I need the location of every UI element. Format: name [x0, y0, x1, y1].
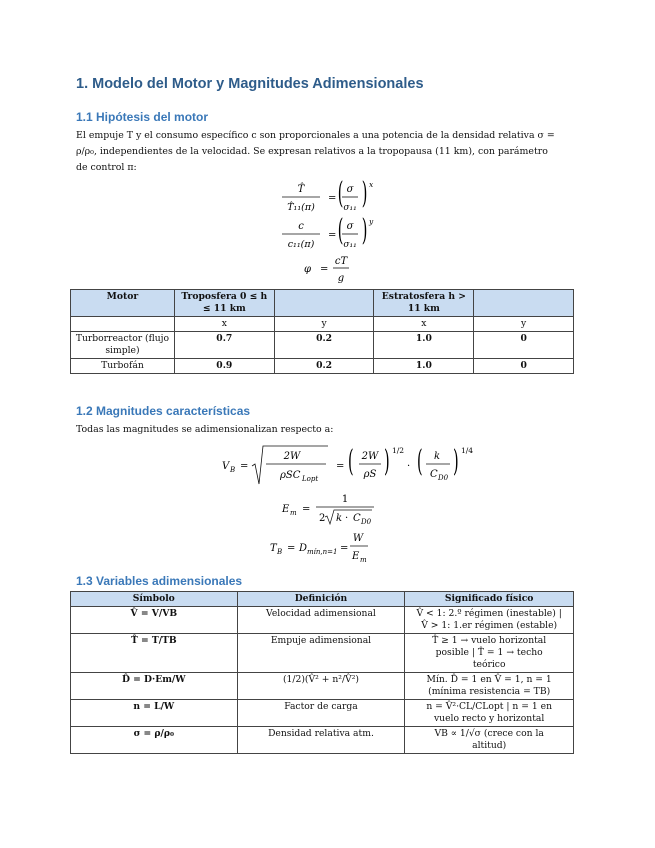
definition-cell: Factor de carga [237, 700, 405, 727]
svg-text:cT: cT [334, 256, 348, 267]
table-row [71, 727, 574, 754]
definition-cell: Velocidad adimensional [237, 607, 405, 634]
header-cell [274, 290, 374, 317]
engine-name-cell: Turbofán [71, 359, 175, 374]
svg-text:=: = [240, 461, 249, 472]
svg-text:φ: φ [303, 264, 311, 275]
meaning-line: V̂ < 1: 2.º régimen (inestable) | [416, 608, 562, 619]
meaning-line: teórico [472, 659, 506, 670]
svg-text:=: = [328, 230, 337, 241]
svg-text:T̂: T̂ [297, 184, 305, 195]
value-cell: 0.2 [274, 332, 374, 359]
value-cell: 0 [474, 332, 574, 359]
value-cell: 0.2 [274, 359, 374, 374]
value-cell: 0.9 [174, 359, 274, 374]
svg-text:(: ( [417, 442, 423, 479]
svg-text:=: = [320, 264, 329, 275]
consumption-equation [282, 212, 374, 250]
meaning-cell [405, 700, 574, 727]
svg-text:D: D [299, 543, 308, 554]
svg-text:σ₁₁: σ₁₁ [343, 203, 357, 213]
svg-text:·: · [407, 461, 411, 472]
paragraph-line: El empuje T y el consumo específico c son proporcionales a una potencia de la densidad relativa σ = [76, 130, 555, 141]
meaning-cell [405, 673, 574, 700]
thrust-consumption-equations [0, 178, 655, 288]
svg-text:=: = [302, 504, 311, 515]
svg-text:1/4: 1/4 [461, 446, 474, 455]
definition-cell: (1/2)(V̂² + n²/V̂²) [237, 673, 405, 700]
svg-text:(: ( [348, 442, 354, 479]
svg-text:2W: 2W [361, 451, 379, 462]
svg-text:C: C [353, 513, 361, 524]
svg-text:=: = [340, 543, 349, 554]
svg-text:(: ( [337, 178, 344, 211]
svg-text:ρS: ρS [363, 469, 377, 480]
paragraph-line: ρ/ρ₀, independientes de la velocidad. Se expresan relativos a la tropopausa (11 km), con parámetro [76, 146, 548, 157]
value-cell: 1.0 [374, 359, 474, 374]
svg-text:Lopt: Lopt [302, 475, 319, 483]
svg-text:σ: σ [346, 184, 354, 195]
paragraph-line: de control π: [76, 162, 137, 173]
header-cell: Motor [71, 290, 175, 317]
svg-text:): ) [384, 442, 390, 479]
svg-text:C: C [430, 469, 438, 480]
subheader-cell: y [274, 317, 374, 332]
engine-exponent-table [70, 289, 574, 374]
meaning-line: (mínima resistencia = TB) [428, 686, 551, 697]
phi-equation [304, 256, 349, 284]
normalization-paragraph: Todas las magnitudes se adimensionalizan respecto a: [76, 424, 334, 435]
definition-cell: Densidad relativa atm. [237, 727, 405, 754]
dimensionless-variables-table [70, 591, 574, 754]
svg-text:B: B [277, 548, 283, 556]
subheader-cell: x [374, 317, 474, 332]
value-cell: 0 [474, 359, 574, 374]
value-cell: 1.0 [374, 332, 474, 359]
meaning-line: altitud) [472, 740, 507, 751]
svg-text:): ) [453, 442, 459, 479]
table-row [71, 607, 574, 634]
subheader-cell: x [174, 317, 274, 332]
meaning-cell [405, 607, 574, 634]
svg-text:ρSC: ρSC [280, 470, 301, 481]
svg-text:c: c [298, 221, 304, 232]
header-cell [474, 290, 574, 317]
svg-text:B: B [230, 466, 236, 474]
table-row [71, 332, 574, 359]
svg-text:x: x [369, 180, 374, 189]
svg-text:): ) [361, 178, 368, 211]
svg-text:=: = [328, 193, 337, 204]
svg-text:D0: D0 [438, 474, 449, 482]
symbol-cell: σ = ρ/ρ₀ [71, 727, 238, 754]
svg-text:=: = [336, 461, 345, 472]
thrust-equation [282, 178, 374, 213]
svg-text:=: = [287, 543, 296, 554]
tb-equation [270, 533, 368, 564]
meaning-line: V̂ > 1: 1.er régimen (estable) [421, 620, 558, 631]
svg-text:D0: D0 [361, 518, 372, 526]
svg-text:mín,n=1: mín,n=1 [307, 548, 338, 556]
svg-text:E: E [282, 504, 290, 515]
svg-text:2W: 2W [283, 451, 301, 462]
table-header-row [71, 290, 574, 317]
value-cell: 0.7 [174, 332, 274, 359]
svg-text:g: g [337, 273, 345, 284]
svg-text:c₁₁(π): c₁₁(π) [287, 239, 315, 250]
table-subheader-row [71, 317, 574, 332]
meaning-line: vuelo recto y horizontal [433, 713, 545, 724]
svg-text:σ: σ [346, 221, 354, 232]
meaning-cell [405, 727, 574, 754]
section-1-2-title: 1.2 Magnitudes características [76, 404, 251, 418]
engine-hypothesis-paragraph [76, 128, 576, 176]
em-equation [281, 494, 374, 526]
definition-cell: Empuje adimensional [237, 634, 405, 673]
svg-text:2: 2 [319, 513, 326, 524]
svg-text:y: y [369, 217, 374, 226]
svg-text:m: m [290, 509, 297, 517]
svg-text:k: k [433, 451, 441, 462]
engine-name-cell: Turborreactor (flujo simple) [71, 332, 175, 359]
vb-equation [222, 443, 473, 484]
meaning-line: T̂ ≥ 1 → vuelo horizontal [432, 635, 547, 646]
symbol-cell: D̂ = D·Em/W [71, 673, 238, 700]
meaning-line: VB ∝ 1/√σ (crece con la [434, 728, 544, 739]
svg-text:1/2: 1/2 [392, 446, 405, 455]
subheader-cell [71, 317, 175, 332]
svg-text:1: 1 [341, 494, 349, 505]
table-row [71, 359, 574, 374]
symbol-cell: T̂ = T/TB [71, 634, 238, 673]
svg-text:T̂₁₁(π): T̂₁₁(π) [287, 202, 315, 213]
svg-text:V: V [222, 461, 230, 472]
meaning-cell [405, 634, 574, 673]
svg-text:·: · [345, 513, 349, 524]
meaning-line: posible | T̂ = 1 → techo [435, 647, 543, 658]
meaning-line: Mín. D̂ = 1 en V̂ = 1, n = 1 [426, 674, 552, 685]
svg-text:): ) [361, 211, 368, 248]
section-1-1-title: 1.1 Hipótesis del motor [76, 110, 209, 124]
svg-text:W: W [352, 533, 364, 544]
table-row [71, 634, 574, 673]
header-cell: Símbolo [71, 592, 238, 607]
header-cell: Significado físico [405, 592, 574, 607]
table-row [71, 673, 574, 700]
characteristic-magnitude-equations [0, 440, 655, 568]
table-row [71, 700, 574, 727]
table-header-row [71, 592, 574, 607]
header-cell: Definición [237, 592, 405, 607]
meaning-line: n = V̂²·CL/CLopt | n = 1 en [426, 701, 552, 712]
header-cell: Troposfera 0 ≤ h ≤ 11 km [174, 290, 274, 317]
symbol-cell: n = L/W [71, 700, 238, 727]
svg-text:T: T [270, 543, 277, 554]
svg-text:(: ( [337, 211, 344, 248]
header-cell: Estratosfera h > 11 km [374, 290, 474, 317]
svg-text:σ₁₁: σ₁₁ [343, 240, 357, 250]
symbol-cell: V̂ = V/VB [71, 607, 238, 634]
section-1-title: 1. Modelo del Motor y Magnitudes Adimensionales [76, 76, 424, 92]
subheader-cell: y [474, 317, 574, 332]
svg-text:m: m [360, 556, 367, 564]
svg-text:E: E [352, 551, 360, 562]
svg-text:k: k [336, 513, 343, 524]
section-1-3-title: 1.3 Variables adimensionales [76, 574, 243, 588]
